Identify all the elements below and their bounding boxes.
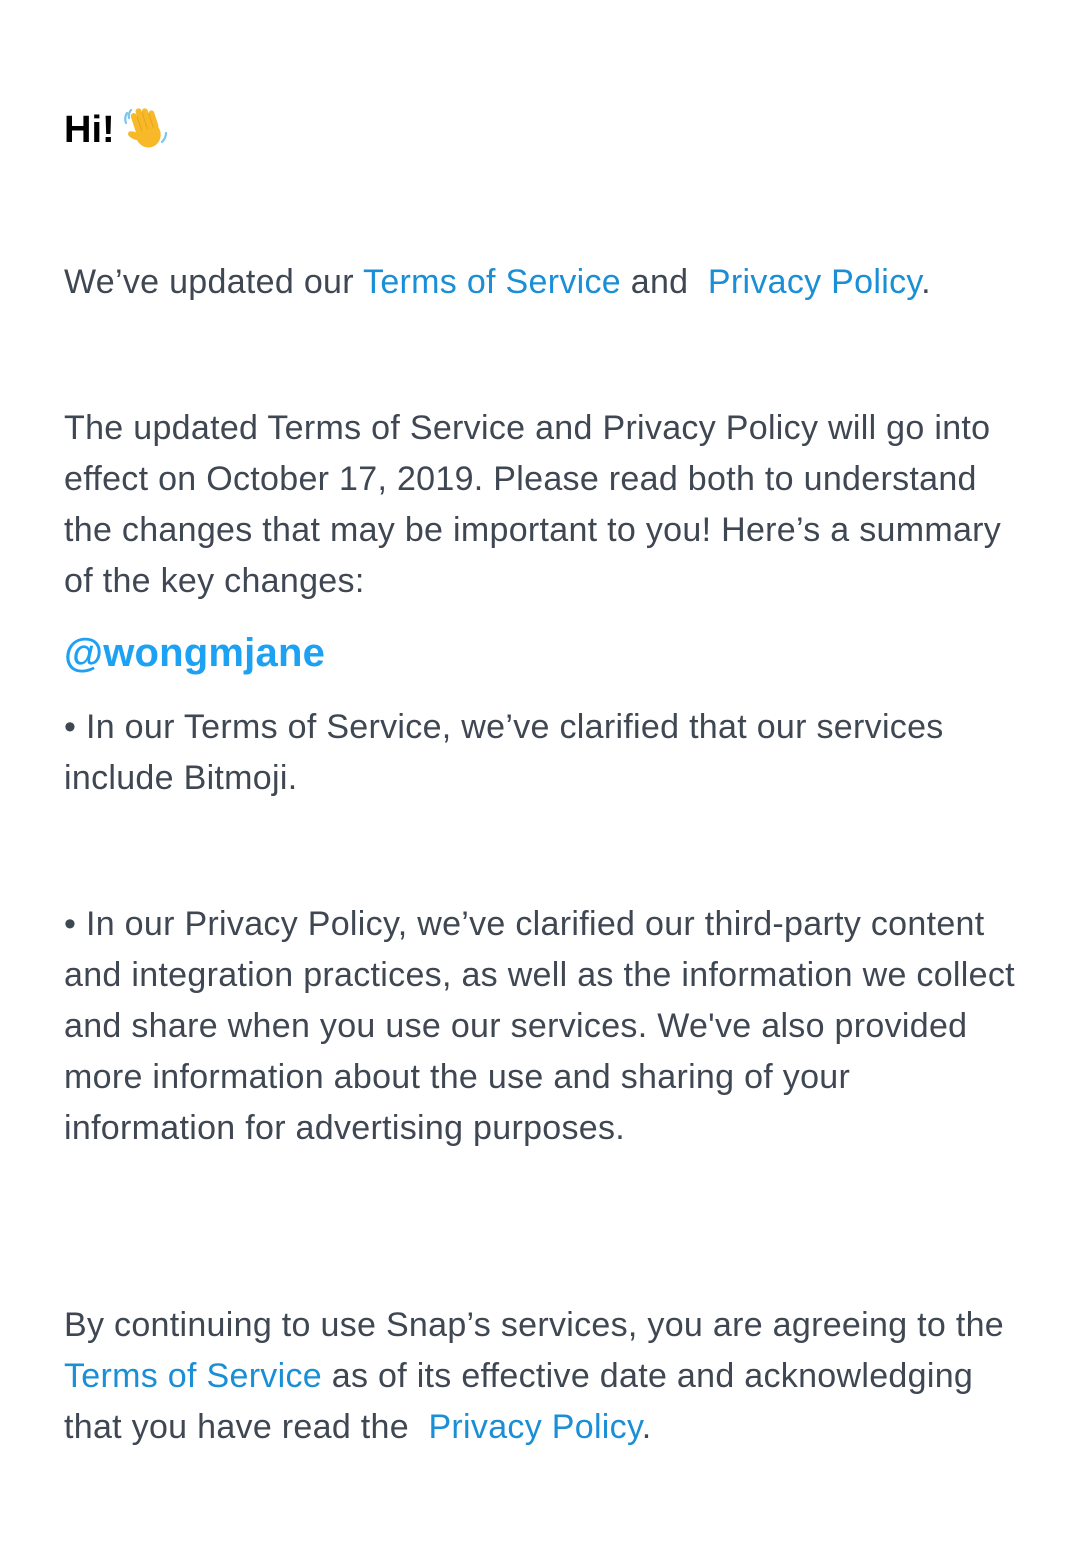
update-notice-middle: and <box>621 263 708 301</box>
greeting-heading <box>64 104 171 156</box>
waving-hand-icon <box>121 104 171 154</box>
watermark-handle: @wongmjane <box>64 631 326 675</box>
change-item-terms: • In our Terms of Service, we’ve clarified that our services include Bitmoji. <box>64 708 944 797</box>
change-item-privacy: • In our Privacy Policy, we’ve clarified our third-party content and integration practices, as well as the information we collect and share when you use our services. We've also provided more information about the use and sharing of your information for advertising purposes. <box>64 905 1015 1147</box>
agreement-terms-of-service-link[interactable]: Terms of Service <box>64 1357 322 1395</box>
update-notice <box>64 257 1024 308</box>
update-notice-suffix: . <box>921 263 931 301</box>
effective-date-notice: The updated Terms of Service and Privacy Policy will go into effect on October 17, 2019. Please read both to understand the changes that may be important to you! Here’s a summary of the key changes: <box>64 409 1002 600</box>
greeting-text: Hi! <box>64 109 115 151</box>
agreement-prefix: By continuing to use Snap’s services, you are agreeing to the <box>64 1306 1005 1344</box>
privacy-policy-link[interactable]: Privacy Policy <box>707 263 922 301</box>
update-notice-prefix: We’ve updated our <box>64 263 364 301</box>
agreement-privacy-policy-link[interactable]: Privacy Policy <box>428 1408 642 1446</box>
agreement-notice <box>64 1300 1024 1453</box>
terms-of-service-link[interactable]: Terms of Service <box>363 263 621 301</box>
agreement-suffix: . <box>641 1408 652 1446</box>
agreement-middle: as of its effective date and acknowledging that you have read the <box>64 1357 983 1446</box>
